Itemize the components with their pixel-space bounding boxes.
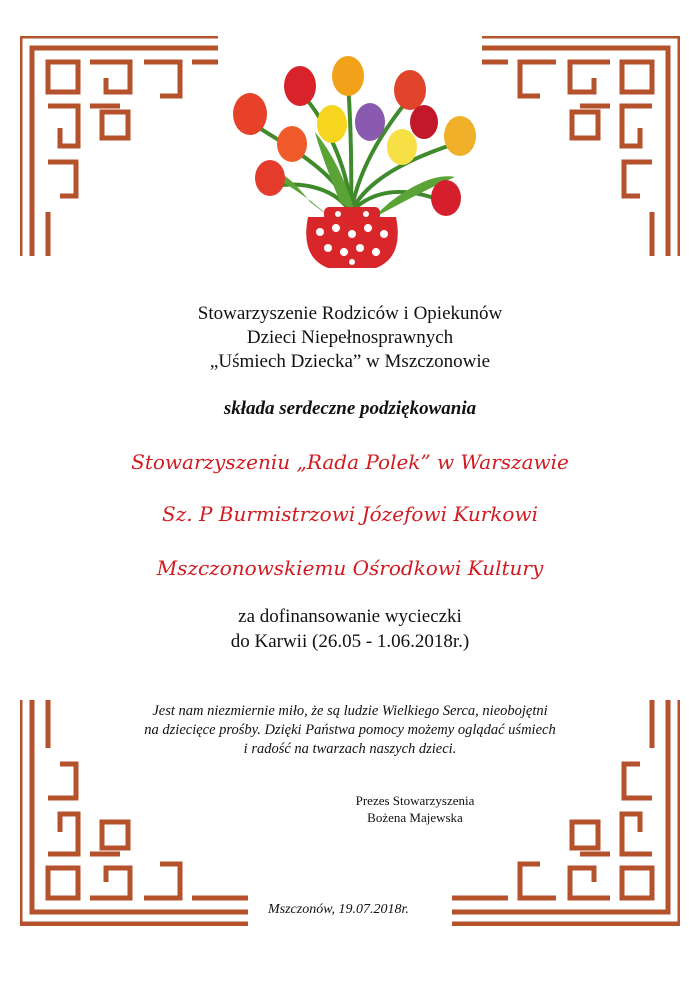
signature-title: Prezes Stowarzyszenia bbox=[355, 793, 475, 808]
purpose-line-2: do Karwii (26.05 - 1.06.2018r.) bbox=[230, 631, 470, 652]
note-line-2: na dziecięce prośby. Dzięki Państwa pomocy możemy oglądać uśmiech bbox=[144, 722, 556, 738]
tulip-bouquet-image bbox=[220, 52, 482, 274]
organization-name bbox=[0, 302, 700, 374]
place-date: Mszczonów, 19.07.2018r. bbox=[268, 902, 409, 917]
organization-line-2: Dzieci Niepełnosprawnych bbox=[246, 327, 454, 348]
note-line-3: i radość na twarzach naszych dzieci. bbox=[243, 741, 457, 757]
organization-line-3: „Uśmiech Dziecka” w Mszczonowie bbox=[209, 351, 491, 372]
recipient-2: Sz. P Burmistrzowi Józefowi Kurkowi bbox=[162, 502, 538, 526]
purpose-line-1: za dofinansowanie wycieczki bbox=[238, 606, 462, 627]
signature-name: Bożena Majewska bbox=[367, 810, 463, 825]
thanks-heading: składa serdeczne podziękowania bbox=[223, 398, 477, 419]
corner-ornament-top-right bbox=[480, 36, 680, 258]
recipient-3: Mszczonowskiemu Ośrodkowi Kultury bbox=[156, 556, 544, 580]
recipient-1: Stowarzyszeniu „Rada Polek” w Warszawie bbox=[131, 450, 569, 474]
signature-block bbox=[340, 792, 490, 826]
note-line-1: Jest nam niezmiernie miło, że są ludzie Wielkiego Serca, nieobojętni bbox=[152, 703, 548, 719]
organization-line-1: Stowarzyszenie Rodziców i Opiekunów bbox=[197, 303, 503, 324]
corner-ornament-top-left bbox=[20, 36, 220, 258]
purpose-text bbox=[0, 604, 700, 654]
gratitude-note bbox=[0, 702, 700, 759]
